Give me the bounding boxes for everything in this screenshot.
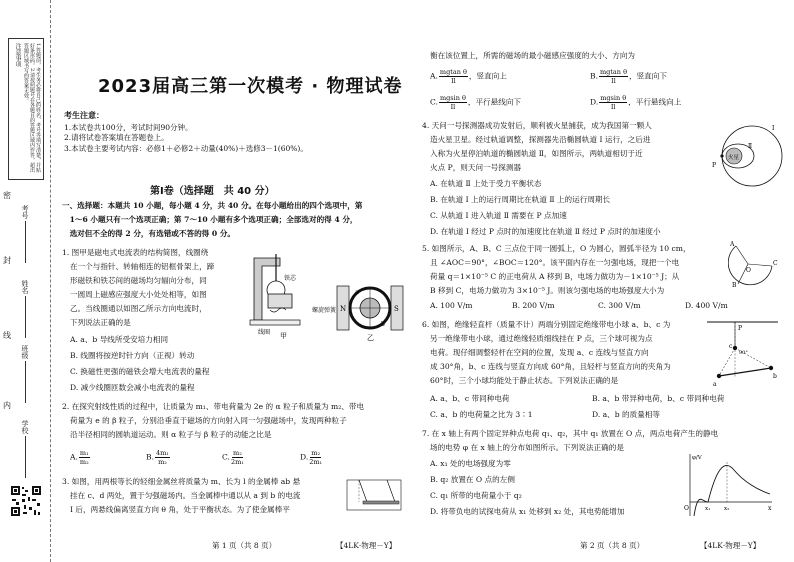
q3-stem: 挂在 c、d 两处，置于匀强磁场内。当金属棒中通以从 a 到 b 的电流 — [70, 491, 301, 500]
coil — [268, 294, 292, 308]
q3-option-c — [430, 94, 521, 111]
field-label: 学校 — [21, 420, 29, 434]
x1-label: x₁ — [705, 506, 711, 512]
section-intro-line: 1～6 小题只有一个选项正确；第 7～10 小题有多个选项正确；全部选对的得 4 分， — [62, 215, 358, 224]
fig-yi-label: 乙 — [367, 334, 374, 342]
q1-option: D. 减少线圈匝数会减小电流表的量程 — [70, 383, 195, 392]
q3-option-a — [430, 68, 507, 85]
q5-option: C. 300 V/m — [598, 301, 641, 310]
notice-box — [8, 38, 44, 180]
q4-option: D. 在轨道 Ⅰ 经过 P 点时的加速度比在轨道 Ⅱ 经过 P 点时的加速度小 — [430, 227, 661, 236]
fig-jia-label: 甲 — [280, 332, 287, 340]
q5-stem: 且 ∠AOC＝90°，∠BOC＝120°。该平面内存在一匀强电场，现把一个电 — [430, 258, 680, 267]
metal-rod — [363, 501, 399, 504]
q4-stem: 造火星卫星。经过轨道调整，探测器先沿椭圆轨道 Ⅰ 运行，之后进 — [430, 135, 651, 144]
fraction — [231, 449, 244, 466]
q5-stem: B 移到 C，电场力做功为 3×10⁻⁵ J。则该匀强电场的电场强度大小为 — [430, 286, 665, 295]
mars-label: 火星 — [728, 155, 740, 161]
denominator: Il — [451, 77, 456, 85]
opt-label: B. — [590, 71, 598, 81]
p-label: P — [712, 162, 717, 169]
field-label: 班级 — [21, 345, 29, 359]
seal-char: 密 — [3, 191, 11, 200]
q1-stem: 下列说法正确的是 — [70, 318, 131, 327]
section-title: 第Ⅰ卷（选择题 共 40 分） — [150, 186, 275, 197]
q2-stem: 荷量为 e 的 β 粒子，分别沿垂直于磁场的方向射入同一匀强磁场中，发现两种粒子 — [70, 416, 347, 425]
q1-option: C. 换磁性更强的磁铁会增大电流表的量程 — [70, 367, 210, 376]
wire — [387, 480, 395, 502]
field-line — [25, 296, 26, 338]
orbit-one-label: Ⅰ — [772, 125, 775, 132]
q2-option-c — [222, 449, 245, 466]
field-line — [25, 361, 26, 403]
fraction — [439, 94, 467, 111]
q5-stem: 5. 如图所示，A、B、C 三点位于同一圆弧上，O 为圆心，圆弧半径为 10 cm， — [422, 244, 691, 253]
numerator: mgtan θ — [600, 68, 627, 76]
q3-continued: 衡在该位置上，所需的磁场的最小磁感应强度的大小、方向为 — [430, 51, 636, 60]
label-b: b — [773, 373, 777, 380]
q6-stem: 60°时，三个小球均能处于静止状态。下列说法正确的是 — [430, 376, 619, 385]
q1-figure-jia — [240, 250, 312, 340]
q5-option: A. 100 V/m — [430, 301, 473, 310]
field-xingming — [20, 280, 30, 338]
notes-heading: 考生注意： — [64, 110, 104, 120]
opt-label: D. — [300, 452, 309, 462]
q5-stem: 荷量 q＝1×10⁻⁵ C 的正电荷从 A 移到 B，电场力做功为－1×10⁻⁵ J；从 — [430, 272, 680, 281]
notice-text: 1.答题前，考生务必将自己的姓名、考号等填写清楚，并贴好条形码。2.请按照题号在各题目的答题区域内作答，超出答题区域书写的答案无效。 — [23, 43, 41, 173]
q6-option: C. a、b 的电荷量之比为 3∶1 — [430, 410, 533, 419]
q7-option: D. 将带负电的试探电荷从 x₁ 处移到 x₂ 处，其电势能增加 — [430, 507, 625, 516]
footer-page-right: 第 2 页（共 8 页） — [580, 541, 645, 550]
qr-code-icon — [10, 485, 42, 517]
q7-option: A. x₁ 处的电场强度为零 — [430, 459, 511, 468]
q3-stem: 3. 如图，用两根等长的轻细金属丝将质量为 m、长为 l 的金属棒 ab 悬 — [62, 477, 301, 486]
label-c: c — [729, 343, 733, 350]
point-p — [720, 154, 723, 157]
fraction — [599, 94, 627, 111]
q3-option-b — [590, 68, 667, 85]
phi-label: φ/V — [692, 455, 702, 461]
opt-label: D. — [590, 97, 599, 107]
rod — [719, 368, 771, 376]
q4-option: C. 从轨道 Ⅰ 进入轨道 Ⅱ 需要在 P 点加速 — [430, 211, 567, 220]
field-kaohao — [20, 205, 30, 263]
binding-strip — [0, 0, 51, 562]
label-a: a — [713, 381, 717, 388]
point-a: A — [730, 241, 735, 248]
x2-label: x₂ — [724, 506, 730, 512]
q1-stem: 形磁铁和铁芯间的磁场均匀辐向分布，同 — [70, 276, 207, 285]
seal-char: 线 — [3, 331, 11, 340]
q5-figure — [728, 238, 780, 288]
numerator: mgsin θ — [600, 94, 627, 102]
x-label: x — [768, 505, 772, 512]
q5-option: B. 200 V/m — [512, 301, 555, 310]
field-label: 考号 — [21, 205, 29, 219]
q7-stem: 7. 在 x 轴上有两个固定异种点电荷 q₁、q₂，其中 q₁ 放置在 O 点，两点电荷产生的静电 — [422, 429, 719, 438]
footer-code-left: 【4LK·物理－Y】 — [336, 541, 397, 550]
q6-figure — [705, 318, 780, 388]
coil-label: 线圈 — [258, 329, 271, 336]
fraction — [599, 68, 628, 85]
orbit-two-label: Ⅱ — [748, 143, 753, 150]
field-xuexiao — [20, 420, 30, 478]
q1-figure-yi — [335, 282, 407, 342]
denominator: Il — [611, 77, 616, 85]
magnet-base — [250, 320, 300, 325]
q7-option: B. q₂ 放置在 O 点的左侧 — [430, 475, 515, 484]
opt-tail: ，竖直向下 — [628, 71, 667, 81]
footer-code-right: 【4LK·物理－Y】 — [700, 541, 761, 550]
q4-option: B. 在轨道 Ⅰ 上的运行周期比在轨道 Ⅱ 上的运行周期长 — [430, 195, 611, 204]
section-intro-line: 选对但不全的得 2 分，有选错或不答的得 0 分。 — [62, 229, 236, 238]
q1-stem: 乙。当线圈通以如图乙所示方向电流时， — [70, 304, 207, 313]
numerator: mgtan θ — [439, 68, 467, 76]
opt-label: A. — [430, 71, 438, 81]
q1-option: A. a、b 导线所受安培力相同 — [70, 335, 169, 344]
opt-tail: ，竖直向上 — [468, 71, 507, 81]
seal-char: 封 — [3, 256, 11, 265]
numerator: mgsin θ — [439, 94, 466, 102]
denominator: Il — [610, 103, 616, 111]
q2-option-b — [146, 449, 171, 466]
q6-option: B. a、b 带异种电荷，b、c 带同种电荷 — [592, 394, 725, 403]
opt-label: A. — [70, 452, 78, 462]
opt-label: C. — [430, 97, 438, 107]
q5-option: D. 400 V/m — [685, 301, 728, 310]
q3-figure — [345, 478, 403, 520]
pole-n: N — [340, 305, 347, 313]
q1-stem: 1. 图甲是磁电式电流表的结构简图，线圈绕 — [62, 248, 209, 257]
q2-stem: 2. 在探究射线性质的过程中，让质量为 m₁、带电荷量为 2e 的 α 粒子和质量为 m₂、带电 — [62, 402, 365, 411]
q4-option: A. 在轨道 Ⅱ 上处于受力平衡状态 — [430, 179, 542, 188]
footer-page-left: 第 1 页（共 8 页） — [212, 541, 277, 550]
q1-option: B. 线圈将按逆时针方向（正视）转动 — [70, 351, 195, 360]
ball-a — [717, 374, 721, 378]
q1-stem: 在一个与指针、转轴相连的铝框骨架上，蹄 — [70, 262, 215, 271]
numerator: m₁ — [79, 449, 89, 457]
q7-option: C. q₁ 所带的电荷量小于 q₂ — [430, 491, 522, 500]
point-b: B — [732, 282, 737, 288]
pole-s: S — [394, 305, 399, 313]
point-p: P — [738, 325, 743, 332]
q4-stem: 火点 P，则天问一号探测器 — [430, 163, 522, 172]
denominator: 2m₁ — [309, 458, 323, 466]
seal-char: 内 — [3, 401, 11, 410]
notes-line: 3.本试卷主要考试内容：必修1＋必修2＋动量(40%)＋选修3－1(60%)。 — [64, 143, 308, 153]
notes-block — [64, 110, 308, 154]
opt-label: B. — [146, 452, 154, 462]
point-c: C — [773, 260, 778, 267]
numerator: m₂ — [311, 449, 321, 457]
fraction — [79, 449, 90, 466]
exam-title: 2023届高三第一次模考 · 物理试卷 — [98, 76, 403, 97]
notes-line: 1.本试卷共100分，考试时间90分钟。 — [64, 122, 193, 132]
denominator: m₂ — [79, 458, 89, 466]
q4-figure — [708, 118, 783, 193]
q3-stem: I 后，两悬线偏离竖直方向 θ 角，处于平衡状态。为了使金属棒平 — [70, 505, 290, 514]
wire-b: b — [381, 321, 385, 328]
q7-stem: 场的电势 φ 在 x 轴上的分布如图所示。下列说法正确的是 — [430, 443, 624, 452]
opt-label: C. — [222, 452, 230, 462]
q1-stem: 一圆周上磁感应强度大小处处相等，如图 — [70, 290, 207, 299]
numerator: m₂ — [233, 449, 242, 457]
q2-stem: 沿半径相同的圆轨道运动。则 α 粒子与 β 粒子的动能之比是 — [70, 430, 272, 439]
denominator: Il — [450, 103, 456, 111]
opt-tail: ，平行悬线向上 — [628, 97, 682, 107]
iron-core-label: 铁芯 — [284, 275, 297, 282]
radius-oa — [736, 246, 748, 264]
q6-option: D. a、b 的质量相等 — [592, 410, 661, 419]
wire — [359, 480, 367, 502]
fraction — [439, 68, 468, 85]
field-line — [25, 221, 26, 263]
wire-a: a — [355, 289, 359, 296]
field-line — [25, 436, 26, 478]
spring-label: 螺旋弹簧 — [312, 307, 337, 314]
q4-stem: 入称为火星停泊轨道的椭圆轨道 Ⅱ，如图所示，两轨道相切于近 — [430, 149, 643, 158]
q6-stem: 成 30°角，b、c 连线与竖直方向成 60°角，且轻杆与竖直方向的夹角为 — [430, 362, 671, 371]
notes-line: 2.请将试卷答案填在答题卷上。 — [64, 133, 169, 142]
q6-option: A. a、b、c 带同种电荷 — [430, 394, 510, 403]
q6-stem: 另一绝缘带电小球，通过绝缘轻质细线挂在 P 点，三个球可视为点 — [430, 334, 653, 343]
radius-oc — [748, 264, 772, 266]
frame — [347, 480, 401, 510]
opt-tail: ，平行悬线向下 — [467, 97, 522, 107]
denominator: m₂ — [158, 458, 167, 466]
numerator: 4m₁ — [156, 449, 169, 457]
q6-stem: 电荷。现仔细调整轻杆在空间的位置，发现 a、c 连线与竖直方向 — [430, 348, 649, 357]
fraction — [155, 449, 170, 466]
q7-figure — [680, 450, 776, 518]
angle-label: 90° — [739, 350, 748, 356]
ball-b — [769, 366, 773, 370]
line-ca — [719, 348, 735, 376]
section-intro-line: 一、选择题：本题共 10 小题，每小题 4 分，共 40 分。在每小题给出的四个选项中，第 — [62, 201, 363, 210]
q2-option-a — [70, 449, 91, 466]
q4-stem: 4. 天问一号探测器成功发射后，顺利被火星捕获，成为我国第一颗人 — [422, 121, 652, 130]
field-label: 姓名 — [21, 280, 29, 294]
q3-option-d — [590, 94, 681, 111]
point-o: O — [746, 267, 751, 274]
q2-option-d — [300, 449, 323, 466]
field-banji — [20, 345, 30, 403]
origin-label: O — [684, 505, 689, 512]
q6-stem: 6. 如图，绝缘轻直杆（质量不计）两端分别固定绝缘带电小球 a、b、c 为 — [422, 320, 671, 329]
fraction — [309, 449, 322, 466]
notice-label: 注意事项 — [14, 43, 21, 67]
denominator: 2m₁ — [230, 458, 244, 466]
spiral-spring — [270, 308, 286, 312]
